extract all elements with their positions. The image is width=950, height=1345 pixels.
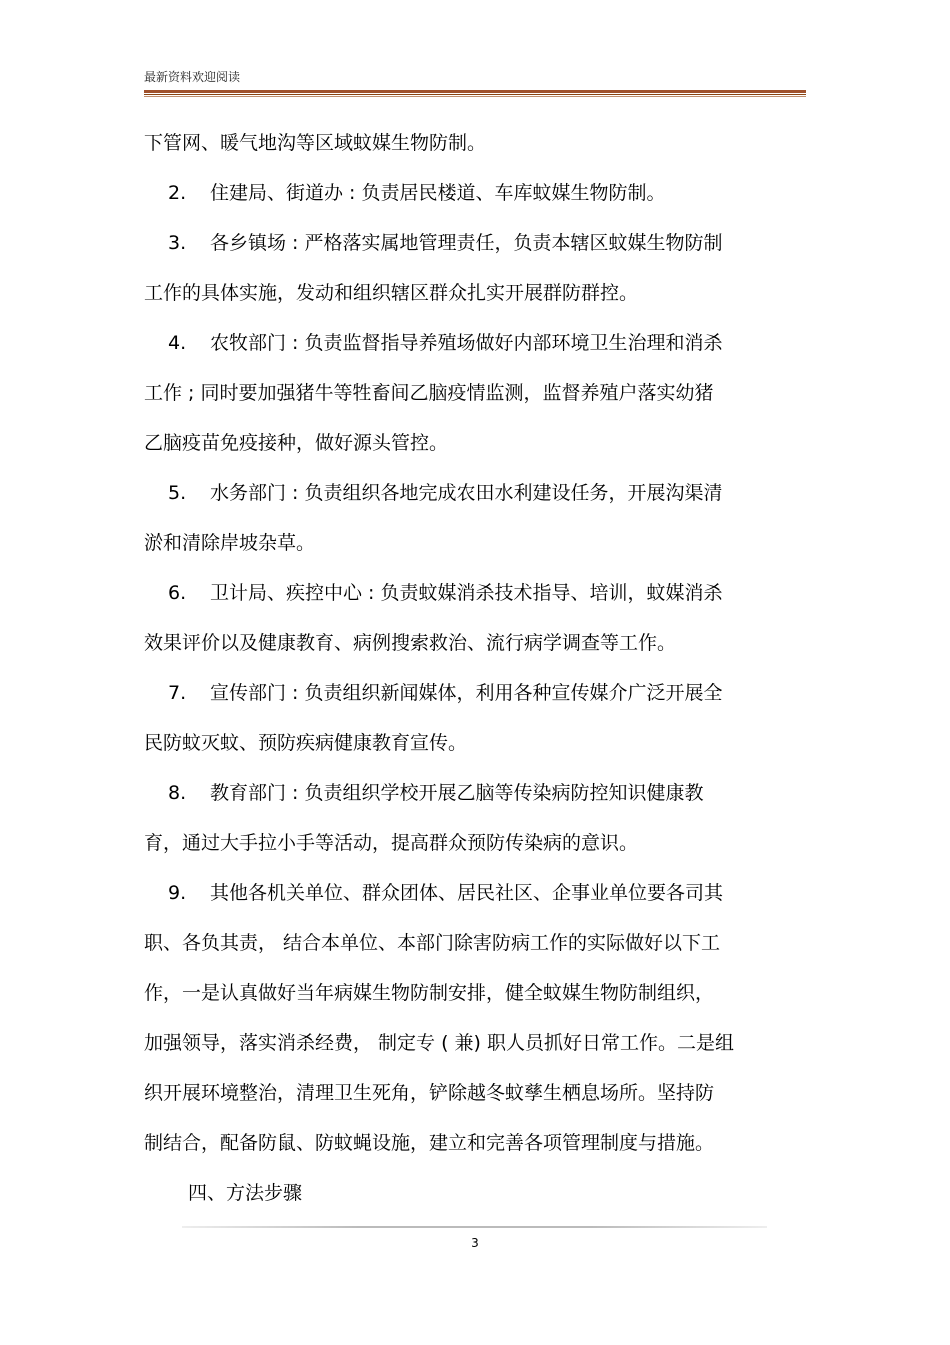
list-item-line [144, 768, 806, 818]
paragraph-line: 加强领导，落实消杀经费， 制定专 ( 兼) 职人员抓好日常工作。二是组 [144, 1032, 734, 1054]
paragraph-line: 制结合，配备防鼠、防蚊蝇设施，建立和完善各项管理制度与措施。 [144, 1132, 715, 1154]
paragraph-line: 淤和清除岸坡杂草。 [144, 532, 316, 554]
list-item-line [144, 468, 806, 518]
paragraph-line: 效果评价以及健康教育、病例搜索救治、流行病学调查等工作。 [144, 632, 677, 654]
list-item-line [144, 868, 806, 918]
list-item-text: 其他各机关单位、群众团体、居民社区、企事业单位要各司其 [210, 882, 724, 904]
list-item-line [144, 218, 806, 268]
list-number: 4. [168, 332, 187, 354]
list-item-line [144, 168, 806, 218]
list-item-text: 各乡镇场 : 严格落实属地管理责任，负责本辖区蚊媒生物防制 [210, 232, 723, 254]
list-item-text: 卫计局、疾控中心 : 负责蚊媒消杀技术指导、培训，蚊媒消杀 [210, 582, 723, 604]
header-rule-thin [144, 96, 806, 97]
list-number: 3. [168, 232, 187, 254]
list-number: 9. [168, 882, 187, 904]
paragraph-line: 作，一是认真做好当年病媒生物防制安排，健全蚊媒生物防制组织， [144, 982, 715, 1004]
list-item-line [144, 568, 806, 618]
list-item-text: 水务部门 : 负责组织各地完成农田水利建设任务，开展沟渠清 [210, 482, 723, 504]
list-number: 7. [168, 682, 187, 704]
list-item-text: 农牧部门 : 负责监督指导养殖场做好内部环境卫生治理和消杀 [210, 332, 723, 354]
page-header: 最新资料欢迎阅读 [144, 70, 241, 84]
list-number: 6. [168, 582, 187, 604]
paragraph-line: 下管网、暖气地沟等区域蚊媒生物防制。 [144, 132, 487, 154]
paragraph-line: 职、各负其责， 结合本单位、本部门除害防病工作的实际做好以下工 [144, 932, 721, 954]
page-number: 3 [471, 1236, 479, 1250]
list-item-line [144, 668, 806, 718]
list-item-text: 住建局、街道办 : 负责居民楼道、车库蚊媒生物防制。 [210, 182, 666, 204]
list-item-text: 教育部门 : 负责组织学校开展乙脑等传染病防控知识健康教 [210, 782, 704, 804]
list-item-line [144, 318, 806, 368]
list-item-text: 宣传部门 : 负责组织新闻媒体，利用各种宣传媒介广泛开展全 [210, 682, 723, 704]
paragraph-line: 民防蚊灭蚊、预防疾病健康教育宣传。 [144, 732, 468, 754]
list-number: 2. [168, 182, 187, 204]
section-heading: 四、方法步骤 [188, 1182, 303, 1204]
paragraph-line: 织开展环境整治，清理卫生死角，铲除越冬蚊孳生栖息场所。坚持防 [144, 1082, 715, 1104]
paragraph-line: 工作 ; 同时要加强猪牛等牲畜间乙脑疫情监测，监督养殖户落实幼猪 [144, 382, 714, 404]
paragraph-line: 育，通过大手拉小手等活动，提高群众预防传染病的意识。 [144, 832, 639, 854]
document-body [144, 118, 806, 1218]
list-number: 5. [168, 482, 187, 504]
footer-rule [182, 1226, 767, 1228]
header-rule [144, 90, 806, 95]
paragraph-line: 工作的具体实施，发动和组织辖区群众扎实开展群防群控。 [144, 282, 639, 304]
list-number: 8. [168, 782, 187, 804]
paragraph-line: 乙脑疫苗免疫接种，做好源头管控。 [144, 432, 449, 454]
